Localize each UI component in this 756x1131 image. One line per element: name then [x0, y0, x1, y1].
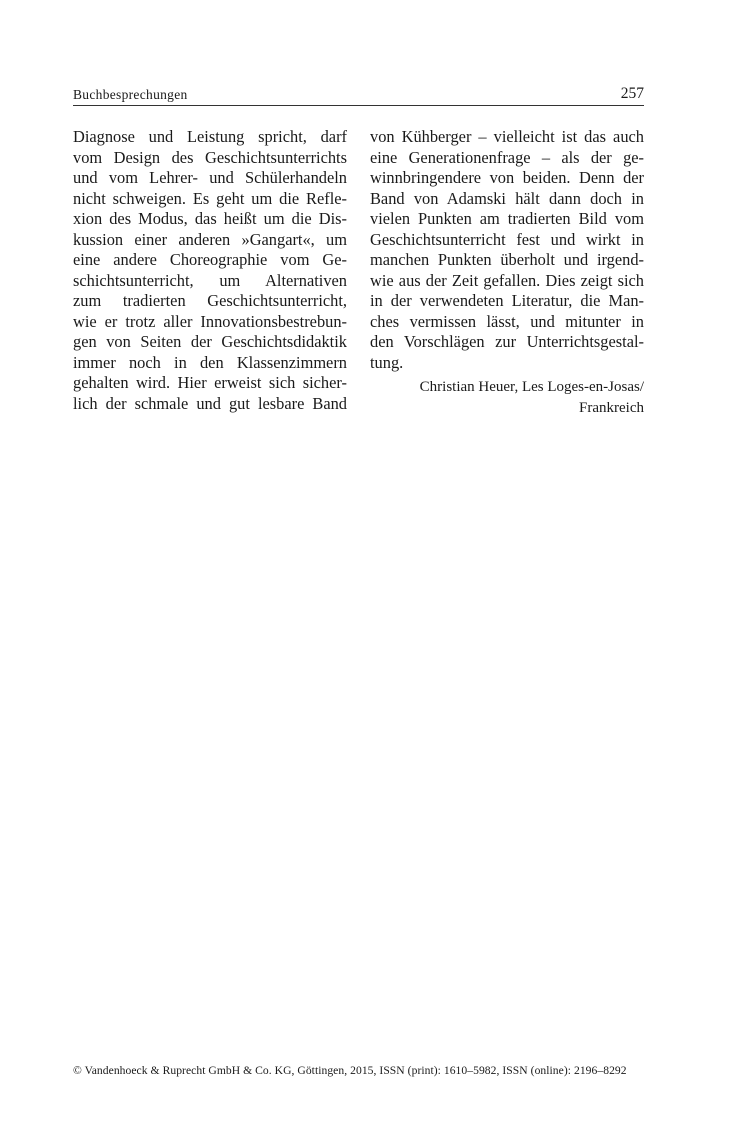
text-line: eine andere Choreographie vom Ge-: [73, 250, 347, 269]
left-column: [73, 127, 347, 414]
text-line: kussion einer anderen »Gangart«, um: [73, 229, 347, 249]
text-line: Diagnose und Leistung spricht, darf: [73, 127, 347, 146]
text-line: gen von Seiten der Geschichtsdidaktik: [73, 332, 347, 351]
text-line: zum tradierten Geschichtsunterricht,: [73, 291, 347, 310]
text-line: eine Generationenfrage – als der ge-: [370, 147, 644, 167]
text-line: gehalten wird. Hier erweist sich sicher-: [73, 373, 347, 392]
text-line: xion des Modus, das heißt um die Dis-: [73, 209, 347, 228]
text-line: tung.: [370, 352, 404, 372]
text-line: Geschichtsunterricht fest und wirkt in: [370, 229, 644, 249]
text-line: in der verwendeten Literatur, die Man-: [370, 291, 644, 310]
page-number: 257: [620, 85, 644, 102]
copyright-footer: © Vandenhoeck & Ruprecht GmbH & Co. KG, Göttingen, 2015, ISSN (print): 1610–5982, ISSN (online): 2196–8292: [73, 1064, 627, 1077]
text-line: manchen Punkten überholt und irgend-: [370, 250, 644, 269]
text-line: von Kühberger – vielleicht ist das auch: [370, 127, 644, 146]
text-line: Band von Adamski hält dann doch in: [370, 188, 644, 208]
text-line: ches vermissen lässt, und mitunter in: [370, 311, 644, 331]
right-column: [370, 127, 644, 373]
running-head: [73, 86, 644, 106]
section-title: Buchbesprechungen: [73, 87, 188, 102]
text-line: den Vorschlägen zur Unterrichtsgestal-: [370, 332, 644, 351]
author-name-location: Christian Heuer, Les Loges-en-Josas/: [419, 379, 644, 395]
text-line: nicht schweigen. Es geht um die Refle-: [73, 188, 347, 208]
text-line: winnbringendere von beiden. Denn der: [370, 168, 644, 187]
text-line: lich der schmale und gut lesbare Band: [73, 393, 347, 413]
author-country: Frankreich: [579, 399, 644, 416]
text-line: schichtsunterricht, um Alternativen: [73, 270, 347, 290]
text-line: immer noch in den Klassenzimmern: [73, 352, 347, 372]
text-line: vom Design des Geschichtsunterrichts: [73, 147, 347, 167]
text-line: wie aus der Zeit gefallen. Dies zeigt sich: [370, 270, 644, 290]
text-line: und vom Lehrer- und Schülerhandeln: [73, 168, 347, 187]
text-line: wie er trotz aller Innovationsbestrebun-: [73, 311, 347, 331]
author-signature: [370, 377, 644, 418]
text-line: vielen Punkten am tradierten Bild vom: [370, 209, 644, 228]
